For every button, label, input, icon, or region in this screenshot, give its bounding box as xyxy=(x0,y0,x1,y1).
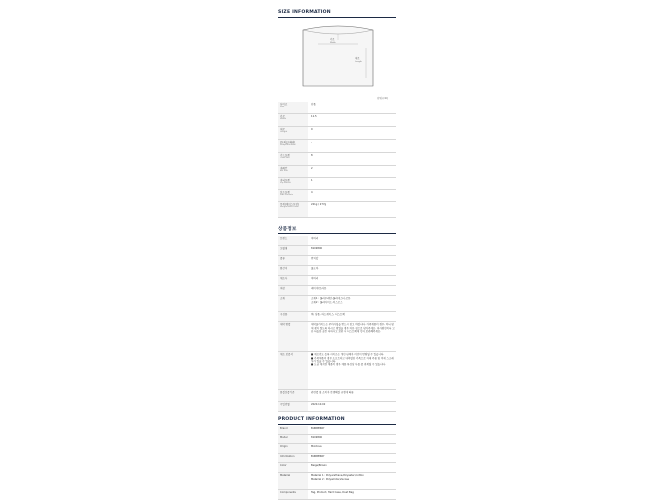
row-label: 브랜드 xyxy=(278,236,308,245)
row-value: 8 xyxy=(311,154,313,158)
row-value: Material 1 : Polyurethane,Polyester,Cotton Material 2 : Polyamide,Viscose xyxy=(311,474,364,481)
product-info-en-title: PRODUCT INFORMATION xyxy=(278,417,345,422)
row-value: Tag, Product, Hard Case, Dust Bag xyxy=(311,491,354,495)
row-label: 사이즈 Size xyxy=(278,102,308,113)
row-value: 관련법 및 소비자 분쟁해결 규정에 따름 xyxy=(311,391,354,395)
table-row xyxy=(278,246,396,256)
row-value: 8109800 xyxy=(311,247,323,251)
row-label: 끈(최소/최대) Strap(Min/Max) xyxy=(278,140,308,152)
row-label: 지폐칸 Bill Slot xyxy=(278,166,308,177)
row-label: 가로 Width xyxy=(278,114,308,126)
row-value: 베이지/브라운 xyxy=(311,287,327,291)
row-label: 모델명 xyxy=(278,246,308,255)
table-row xyxy=(278,102,396,114)
svg-text:Width: Width xyxy=(330,42,336,44)
table-row xyxy=(278,352,396,390)
row-label: 구성품 xyxy=(278,312,308,321)
table-row xyxy=(278,276,396,286)
row-value: Moldova xyxy=(311,445,322,449)
row-value: 버버리 xyxy=(311,277,319,281)
row-label: 색상 xyxy=(278,286,308,295)
table-row xyxy=(278,463,396,473)
row-label: Model xyxy=(278,435,308,443)
row-value: 4 xyxy=(311,191,313,195)
row-value: 택, 상품, 하드케이스, 더스트백 xyxy=(311,313,345,317)
row-label: Brand xyxy=(278,426,308,434)
table-row xyxy=(278,236,396,246)
diagram-width-label: 가로 xyxy=(330,38,335,41)
row-label: 수입연월 xyxy=(278,402,308,411)
row-label: 보조포켓 Side Pockets xyxy=(278,190,308,201)
table-row xyxy=(278,127,396,140)
size-information-title: SIZE INFORMATION xyxy=(278,10,331,15)
table-row xyxy=(278,390,396,402)
table-row xyxy=(278,153,396,166)
row-value: 11.5 xyxy=(311,115,317,119)
row-label: Color xyxy=(278,463,308,472)
row-value: 소재1 : 폴리우레탄,폴리에스터,코튼 소재2 : 폴리아미드,비스코스 xyxy=(311,297,351,304)
row-value: 단품 xyxy=(311,103,316,107)
table-row xyxy=(278,256,396,266)
wallet-size-diagram xyxy=(278,18,396,100)
table-row xyxy=(278,402,396,412)
table-row xyxy=(278,435,396,444)
table-row xyxy=(278,190,396,202)
row-value: 몰도바 xyxy=(311,267,319,271)
row-label: 제조사 xyxy=(278,276,308,285)
table-row xyxy=(278,114,396,127)
size-unit: 단위 (cm) xyxy=(377,97,388,100)
table-row xyxy=(278,490,396,500)
table-row xyxy=(278,266,396,276)
table-row xyxy=(278,202,396,218)
row-label: 원산지 xyxy=(278,266,308,275)
diagram-length-label: 세로 xyxy=(355,57,360,60)
row-label: 제조 보증서 xyxy=(278,352,308,389)
row-label: 소재 xyxy=(278,296,308,311)
row-value: 반지갑 xyxy=(311,257,319,261)
row-label: Origin xyxy=(278,444,308,453)
row-label: 품질보증기준 xyxy=(278,390,308,401)
table-row xyxy=(278,322,396,352)
row-label: 종류 xyxy=(278,256,308,265)
row-value: BURBERRY xyxy=(311,455,325,459)
row-value: 세탁물가이드는 주의사항을 반드시 참고 바랍니다. 가죽제품의 경우, 비나 땀에 젖지 않도록 하시고 젖었을 경우 마른 천으로 닦아주세요. 직사광선이나 고온 다습한 곳은 피하시고 보관 시 더스트백에 넣어 보관해주세요. xyxy=(311,323,395,333)
table-row xyxy=(278,312,396,322)
row-label: 지퍼포켓 Zip Pocket xyxy=(278,178,308,189)
row-value: Beige/Brown xyxy=(311,464,327,468)
row-value: 9 xyxy=(311,128,313,132)
product-info-kr-divider xyxy=(278,233,396,234)
table-row xyxy=(278,178,396,190)
table-row xyxy=(278,166,396,178)
row-label: 카드포켓 Card Slot xyxy=(278,153,308,165)
row-value: 2020.10.02 xyxy=(311,403,326,407)
product-info-kr-title: 상품정보 xyxy=(278,227,297,232)
product-info-en-divider xyxy=(278,424,396,425)
row-value: BURBERRY xyxy=(311,427,325,431)
svg-text:Length: Length xyxy=(355,61,362,63)
row-label: 세탁 방법 xyxy=(278,322,308,351)
row-value: 2 xyxy=(311,167,313,171)
table-row xyxy=(278,473,396,490)
row-label: Material xyxy=(278,473,308,489)
table-row xyxy=(278,286,396,296)
table-row xyxy=(278,454,396,463)
row-value: 1 xyxy=(311,179,313,183)
table-row xyxy=(278,426,396,435)
row-value: ■ 제조년도 등록 사이즈는 개인 판매자 의견이 반영될 수 있습니다. ■ 가죽제품의 경우 소프트하고 내추럴한 가죽으로 자체 주름 및 미세 스크래치가 있을 수 있습니다. ■ 도금 제작된 제품의 경우 제품 특성상 사용 중 변색될 수 있습니다. xyxy=(311,353,394,366)
row-label: Components xyxy=(278,490,308,499)
row-label: 무게(케이스포함) Weight(With case) xyxy=(278,202,308,217)
row-value: 8109800 xyxy=(311,436,323,440)
table-row xyxy=(278,444,396,454)
row-label: 세로 Length xyxy=(278,127,308,139)
row-value: 버버리 xyxy=(311,237,319,241)
row-value: - xyxy=(311,141,312,145)
row-value: 221g / 277g xyxy=(311,203,327,207)
table-row xyxy=(278,296,396,312)
row-label: Information xyxy=(278,454,308,462)
table-row xyxy=(278,140,396,153)
